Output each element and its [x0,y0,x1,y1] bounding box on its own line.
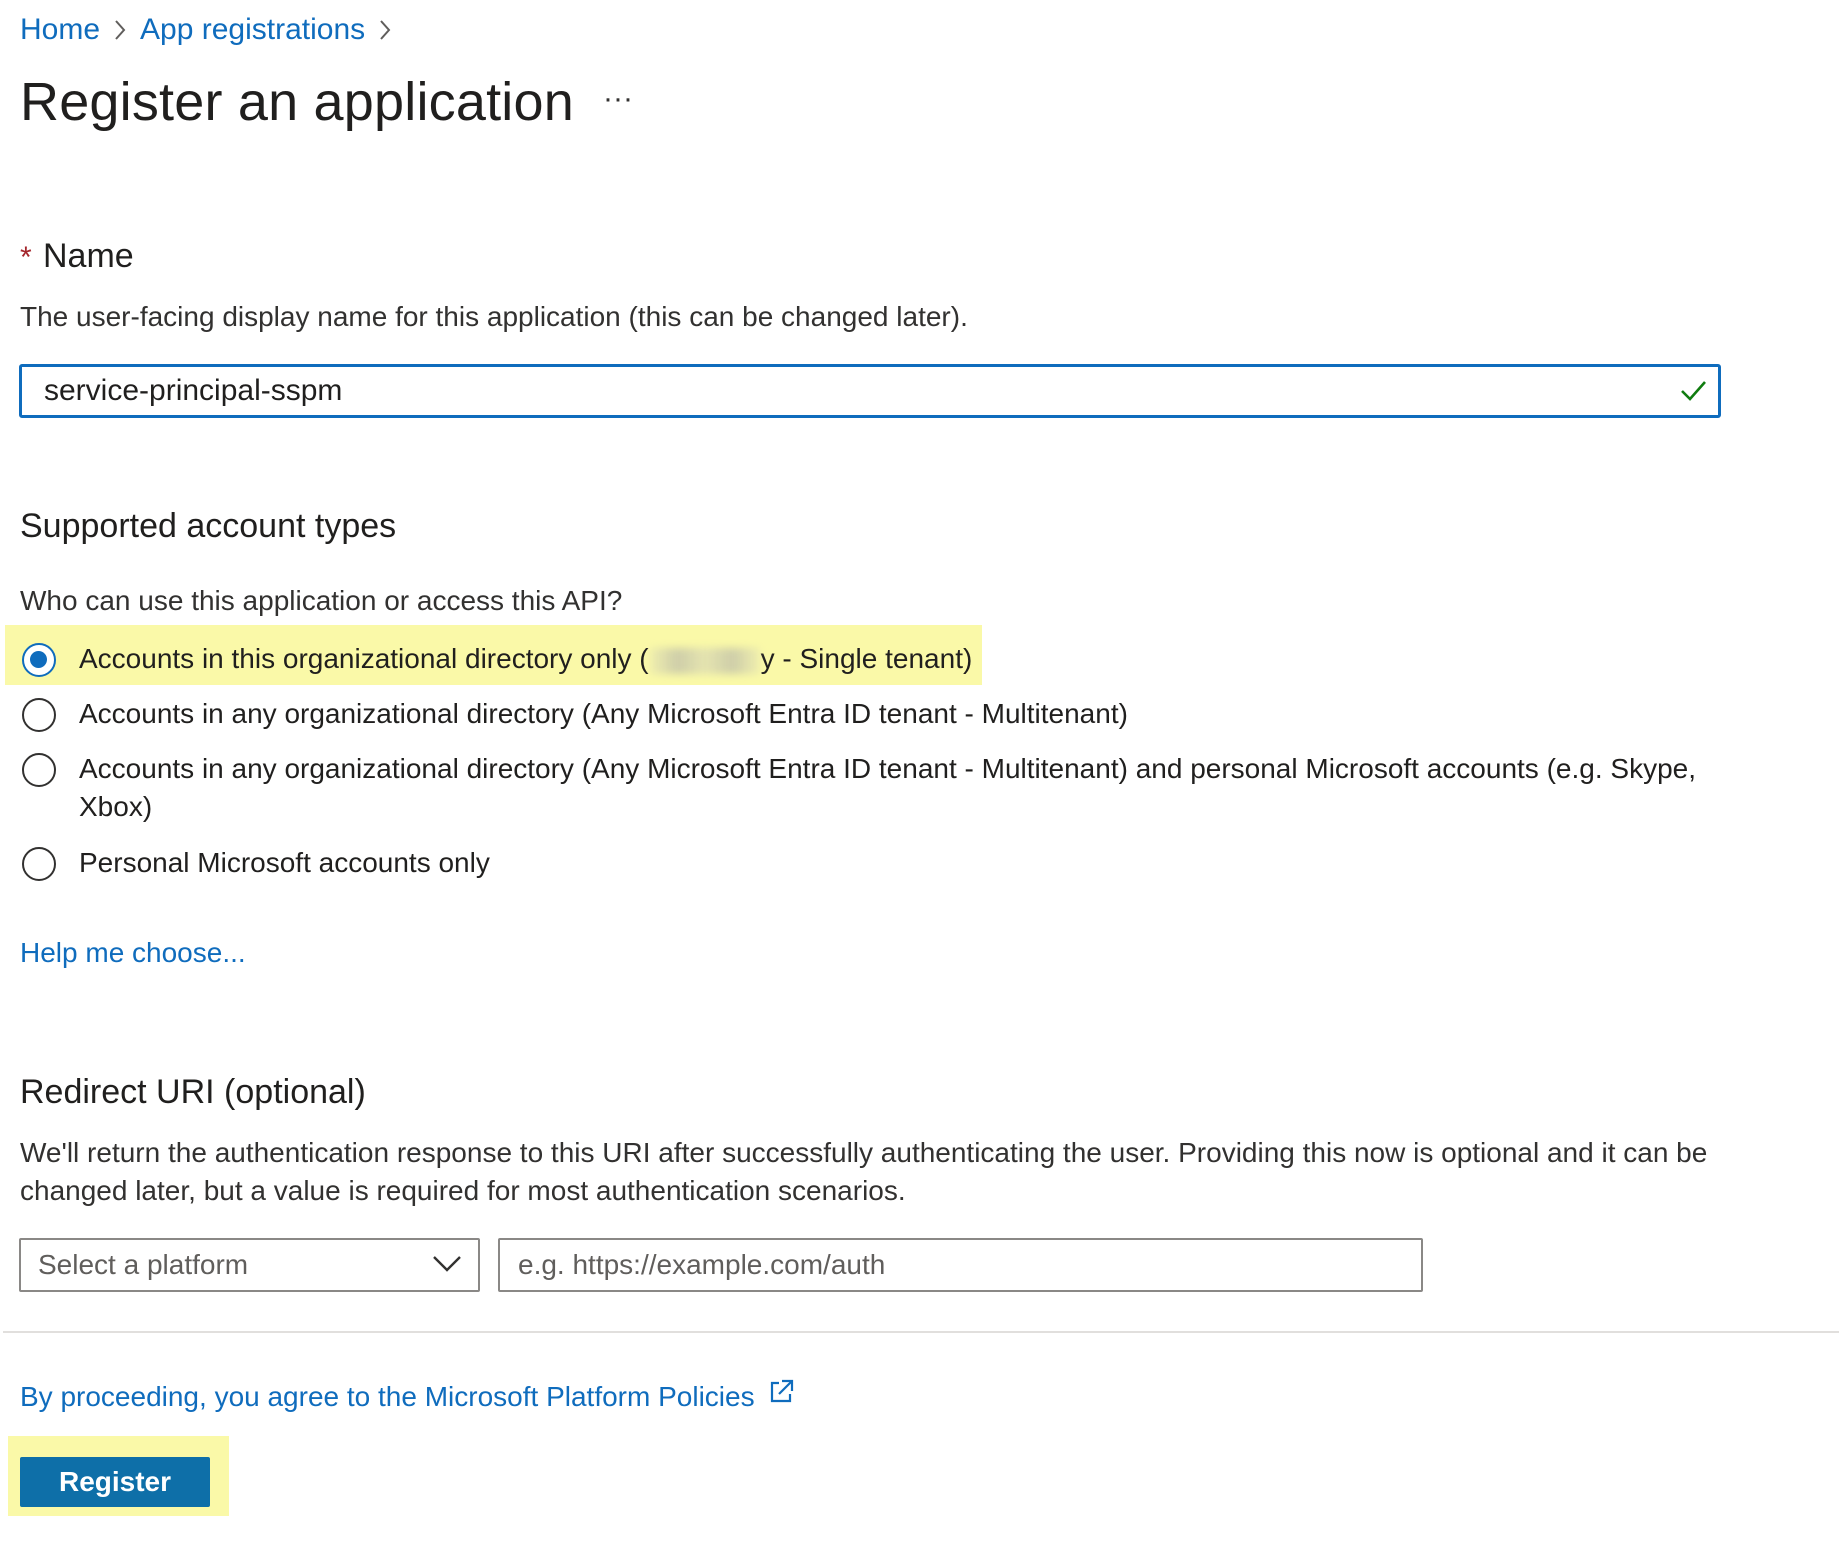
radio-button-selected[interactable] [22,643,56,677]
name-help-text: The user-facing display name for this application (this can be changed later). [20,301,968,332]
name-label: Name [43,237,134,275]
redirect-uri-heading: Redirect URI (optional) [20,1073,366,1111]
breadcrumb-home-link[interactable]: Home [20,13,101,46]
page-title: Register an application [20,72,574,132]
redirect-uri-input[interactable] [498,1238,1423,1292]
name-field-container [19,364,1721,418]
account-type-option-personal-only[interactable] [22,847,490,882]
platform-policies-link[interactable] [20,1378,795,1416]
register-button[interactable]: Register [20,1457,210,1507]
radio-label: Accounts in any organizational directory (Any Microsoft Entra ID tenant - Multitenant) and personal Microsoft accounts (e.g. Skype, Xbox) [79,753,1696,822]
account-type-option-multitenant[interactable] [22,698,1128,733]
chevron-right-icon [100,19,140,41]
name-input[interactable] [44,367,1624,415]
platform-policies-link-text: By proceeding, you agree to the Microsoft Platform Policies [20,1381,755,1412]
account-types-question: Who can use this application or access this API? [20,585,623,616]
redacted-tenant-name [650,648,760,674]
chevron-right-icon [365,19,405,41]
required-marker: * [20,241,32,274]
footer-divider [3,1331,1839,1333]
account-types-heading: Supported account types [20,507,397,545]
radio-label [79,640,972,678]
breadcrumb [20,10,405,50]
radio-label: Accounts in any organizational directory (Any Microsoft Entra ID tenant - Multitenant) [79,698,1128,729]
account-type-option-multitenant-personal[interactable] [22,753,1699,826]
account-type-option-single-tenant[interactable] [22,643,972,678]
chevron-down-icon [432,1253,462,1280]
platform-select-value: Select a platform [38,1249,249,1280]
radio-label-suffix: y - Single tenant) [760,643,973,674]
radio-button[interactable] [22,753,56,787]
radio-button[interactable] [22,698,56,732]
help-me-choose-link[interactable]: Help me choose... [20,937,246,968]
platform-select[interactable] [19,1238,480,1292]
breadcrumb-app-registrations-link[interactable]: App registrations [140,13,366,46]
checkmark-icon [1678,375,1708,410]
open-external-icon [767,1378,795,1416]
redirect-uri-description: We'll return the authentication response to this URI after successfully authenticating the user. Providing this now is optional and it can be changed later, but a value is required for most authentication scenarios. [20,1137,1708,1206]
radio-label: Personal Microsoft accounts only [79,847,490,878]
radio-label-prefix: Accounts in this organizational directory only ( [79,643,649,674]
more-options-button[interactable]: ··· [603,82,633,115]
radio-button[interactable] [22,847,56,881]
